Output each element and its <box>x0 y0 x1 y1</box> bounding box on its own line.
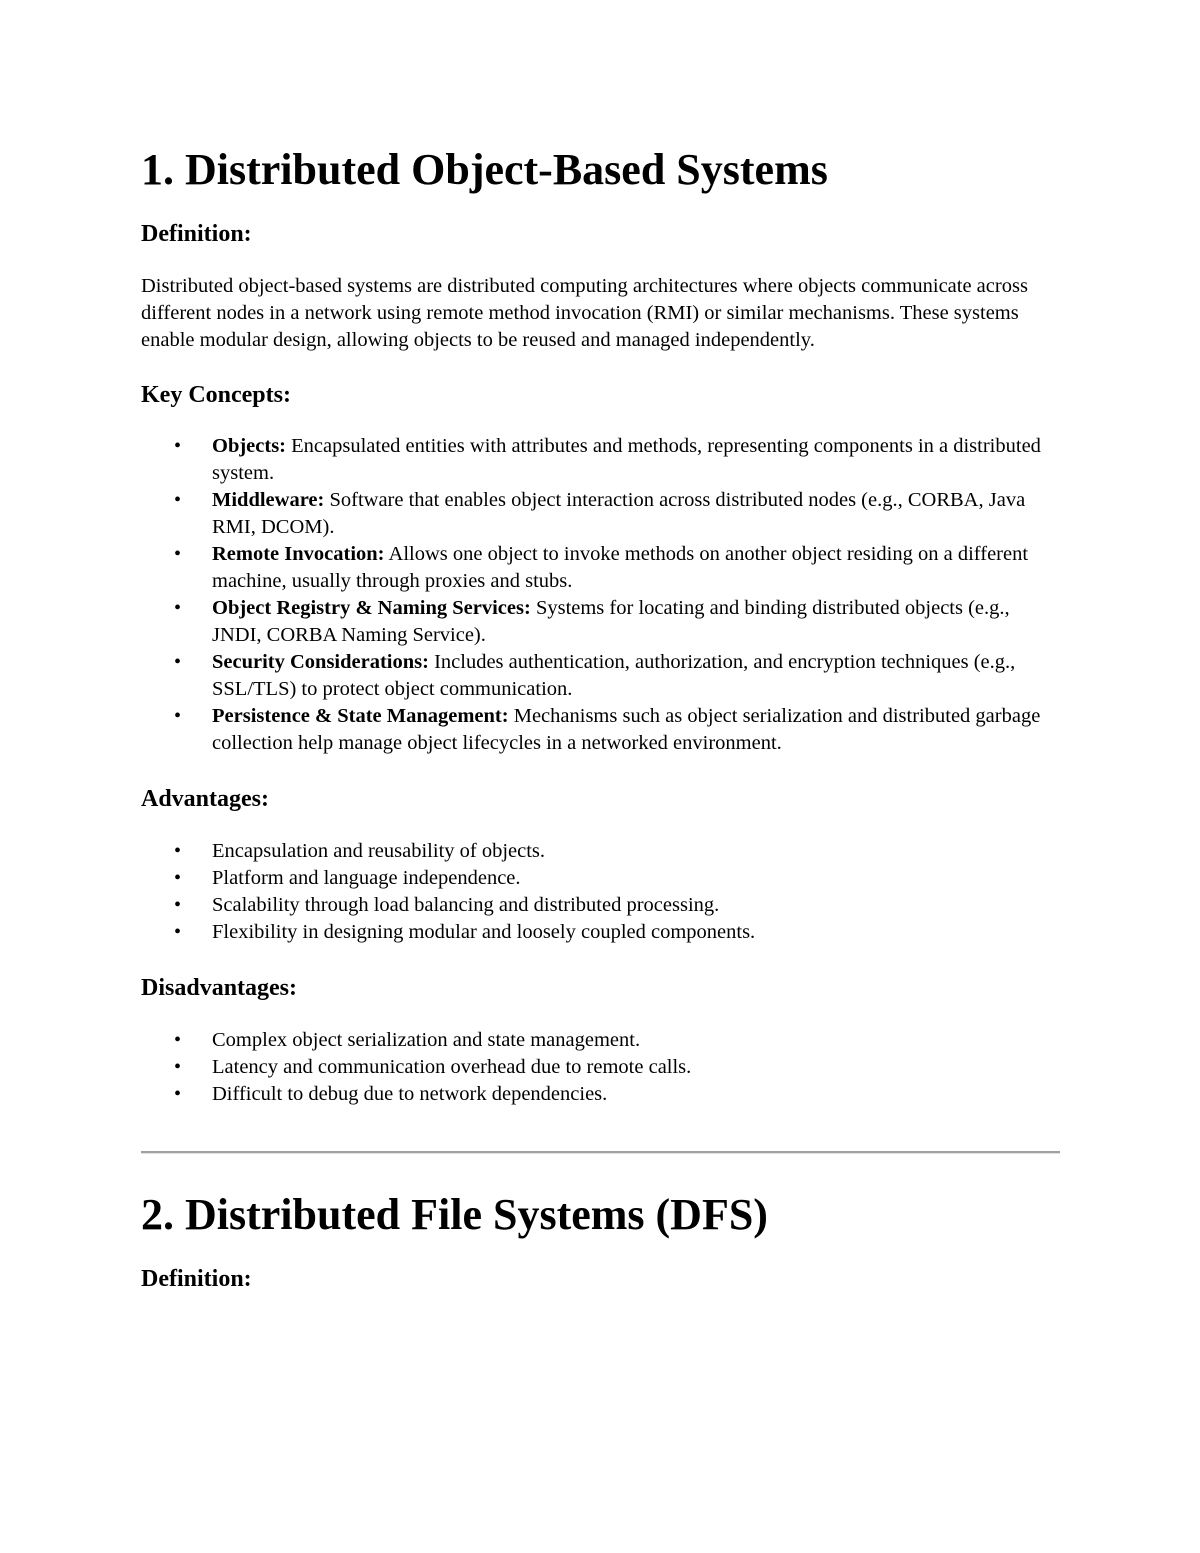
section-2-definition-label: Definition: <box>141 1266 252 1292</box>
disadvantages-label: Disadvantages: <box>141 975 298 1001</box>
concept-text: Systems for locating and binding distributed objects (e.g., JNDI, CORBA Naming Service). <box>212 597 1010 646</box>
list-item <box>141 433 1060 487</box>
section-1-definition-label: Definition: <box>141 221 252 247</box>
bullet-icon: • <box>174 489 182 511</box>
list-item <box>141 892 1060 919</box>
advantages-label: Advantages: <box>141 786 270 812</box>
bullet-icon: • <box>174 1029 182 1051</box>
section-2-heading: 2. Distributed File Systems (DFS) <box>141 1190 768 1239</box>
list-item <box>141 1081 1060 1108</box>
advantage-text: Encapsulation and reusability of objects. <box>212 840 546 862</box>
bullet-icon: • <box>174 705 182 727</box>
disadvantage-text: Complex object serialization and state management. <box>212 1029 641 1051</box>
bullet-icon: • <box>174 651 182 673</box>
concept-text: Includes authentication, authorization, and encryption techniques (e.g., SSL/TLS) to protect object communication. <box>212 651 1016 700</box>
list-item <box>141 487 1060 541</box>
key-concepts-list <box>141 433 1060 757</box>
bullet-icon: • <box>174 1083 182 1105</box>
concept-term: Security Considerations: <box>212 651 429 673</box>
list-item <box>141 919 1060 946</box>
disadvantage-text: Difficult to debug due to network dependencies. <box>212 1083 608 1105</box>
bullet-icon: • <box>174 435 182 457</box>
bullet-icon: • <box>174 597 182 619</box>
bullet-icon: • <box>174 840 182 862</box>
disadvantage-text: Latency and communication overhead due to remote calls. <box>212 1056 692 1078</box>
concept-term: Object Registry & Naming Services: <box>212 597 531 619</box>
bullet-icon: • <box>174 867 182 889</box>
concept-text: Allows one object to invoke methods on another object residing on a different machine, usually through proxies and stubs. <box>212 543 1029 592</box>
advantage-text: Scalability through load balancing and distributed processing. <box>212 894 720 916</box>
concept-text: Encapsulated entities with attributes and methods, representing components in a distributed system. <box>212 435 1041 484</box>
bullet-icon: • <box>174 921 182 943</box>
bullet-icon: • <box>174 894 182 916</box>
key-concepts-label: Key Concepts: <box>141 382 291 408</box>
disadvantages-list <box>141 1027 1060 1108</box>
list-item <box>141 703 1060 757</box>
concept-text: Mechanisms such as object serialization and distributed garbage collection help manage object lifecycles in a networked environment. <box>212 705 1041 754</box>
list-item <box>141 865 1060 892</box>
concept-term: Middleware: <box>212 489 325 511</box>
concept-term: Persistence & State Management: <box>212 705 509 727</box>
list-item <box>141 649 1060 703</box>
advantages-list <box>141 838 1060 946</box>
list-item <box>141 595 1060 649</box>
list-item <box>141 838 1060 865</box>
concept-text: Software that enables object interaction across distributed nodes (e.g., CORBA, Java RMI, DCOM). <box>212 489 1026 538</box>
list-item <box>141 1027 1060 1054</box>
section-1-definition-text: Distributed object-based systems are distributed computing architectures where objects communicate across different nodes in a network using remote method invocation (RMI) or similar mechanisms. These systems enable modular design, allowing objects to be reused and managed independently. <box>141 275 1028 351</box>
advantage-text: Flexibility in designing modular and loosely coupled components. <box>212 921 756 943</box>
list-item <box>141 541 1060 595</box>
list-item <box>141 1054 1060 1081</box>
concept-term: Remote Invocation: <box>212 543 385 565</box>
section-divider <box>141 1151 1060 1154</box>
section-1-heading: 1. Distributed Object-Based Systems <box>141 145 828 194</box>
advantage-text: Platform and language independence. <box>212 867 521 889</box>
bullet-icon: • <box>174 543 182 565</box>
bullet-icon: • <box>174 1056 182 1078</box>
concept-term: Objects: <box>212 435 287 457</box>
